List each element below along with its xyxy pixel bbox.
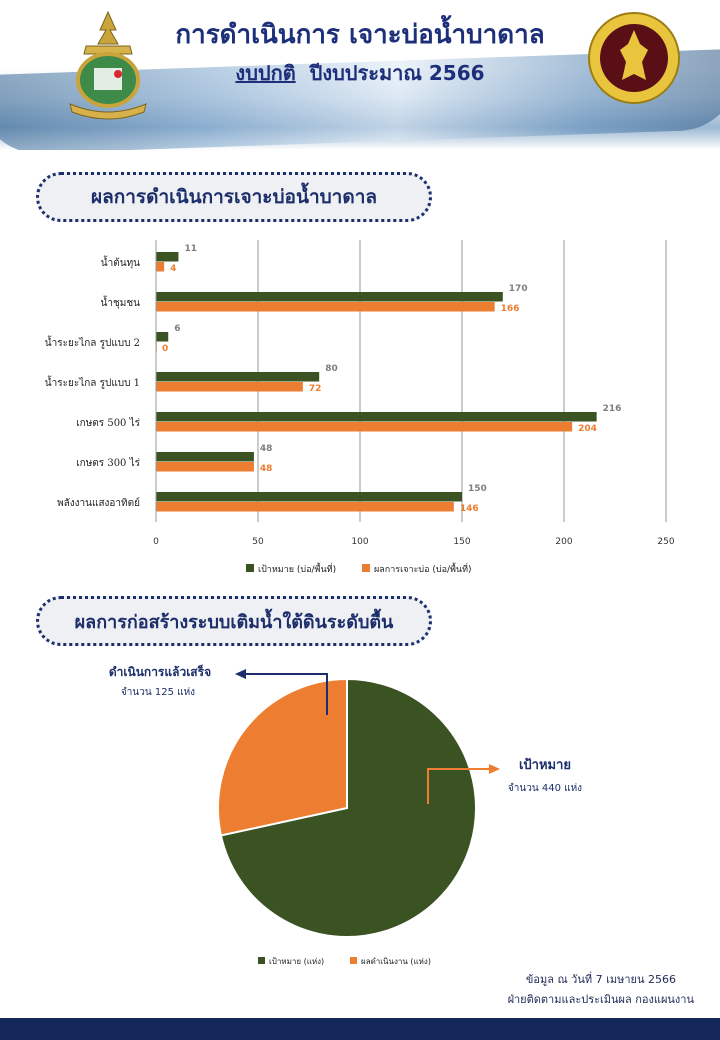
category-label: พลังงานแสงอาทิตย์ [57,498,140,509]
bar-target [156,412,597,422]
legend-swatch [350,957,357,964]
legend-swatch [362,564,370,572]
data-source-note: ฝ่ายติดตามและประเมินผล กองแผนงาน [507,993,694,1006]
data-label: 4 [170,264,177,274]
data-label: 166 [500,304,520,314]
drilling-bar-chart [0,230,720,575]
x-tick-label: 150 [453,537,471,547]
data-label: 204 [578,424,597,434]
bar-result [156,262,164,272]
legend-label: เป้าหมาย (แห่ง) [269,957,325,966]
x-tick-label: 200 [555,537,573,547]
bar-result [156,382,303,392]
data-label: 150 [468,484,487,494]
x-tick-label: 250 [657,537,675,547]
legend-swatch [258,957,265,964]
section-heading-drilling: ผลการดำเนินการเจาะบ่อน้ำบาดาล [36,172,432,222]
data-date-note: ข้อมูล ณ วันที่ 7 เมษายน 2566 [525,973,676,986]
bar-result [156,502,454,512]
page-title: การดำเนินการ เจาะบ่อน้ำบาดาล [175,20,545,50]
data-label: 72 [308,384,322,394]
section-heading-recharge: ผลการก่อสร้างระบบเติมน้ำใต้ดินระดับตื้น [36,596,432,646]
bar-target [156,332,168,342]
data-label: 6 [174,324,181,334]
callout-arrow-done [235,669,246,679]
data-label: 170 [508,284,528,294]
bar-target [156,452,254,462]
recharge-pie-chart [0,650,720,980]
legend-swatch [246,564,254,572]
data-label: 11 [184,244,197,254]
data-label: 216 [602,404,622,414]
data-label: 146 [459,504,479,514]
category-label: เกษตร 500 ไร่ [76,418,140,429]
category-label: น้ำชุมชน [100,298,140,309]
bar-target [156,492,462,502]
x-tick-label: 0 [153,537,159,547]
data-label: 0 [162,344,169,354]
category-label: เกษตร 300 ไร่ [76,458,140,469]
data-label: 48 [259,444,273,454]
callout-target-title: เป้าหมาย [518,758,572,773]
page-subtitle [140,57,580,89]
budget-type: งบปกติ [235,61,296,85]
category-label: น้ำระยะไกล รูปแบบ 1 [44,378,140,389]
x-tick-label: 100 [351,537,369,547]
bar-result [156,302,495,312]
bar-result [156,422,572,432]
callout-done-count: จำนวน 125 แห่ง [120,687,196,698]
callout-arrow-target [489,764,500,774]
callout-done-title: ดำเนินการแล้วเสร็จ [108,665,212,679]
footer-bar [0,1018,720,1040]
callout-target-count: จำนวน 440 แห่ง [507,783,583,794]
legend-label: เป้าหมาย (บ่อ/พื้นที่) [258,565,337,575]
legend-label: ผลดำเนินงาน (แห่ง) [361,957,431,966]
category-label: น้ำต้นทุน [100,258,140,269]
bar-target [156,372,319,382]
x-tick-label: 50 [252,537,264,547]
data-label: 80 [325,364,338,374]
bar-result [156,462,254,472]
legend-label: ผลการเจาะบ่อ (บ่อ/พื้นที่) [374,565,472,575]
department-logo [586,10,682,106]
data-label: 48 [259,464,273,474]
bar-target [156,252,178,262]
category-label: น้ำระยะไกล รูปแบบ 2 [44,338,140,349]
bar-target [156,292,503,302]
budget-year: ปีงบประมาณ 2566 [309,61,485,85]
